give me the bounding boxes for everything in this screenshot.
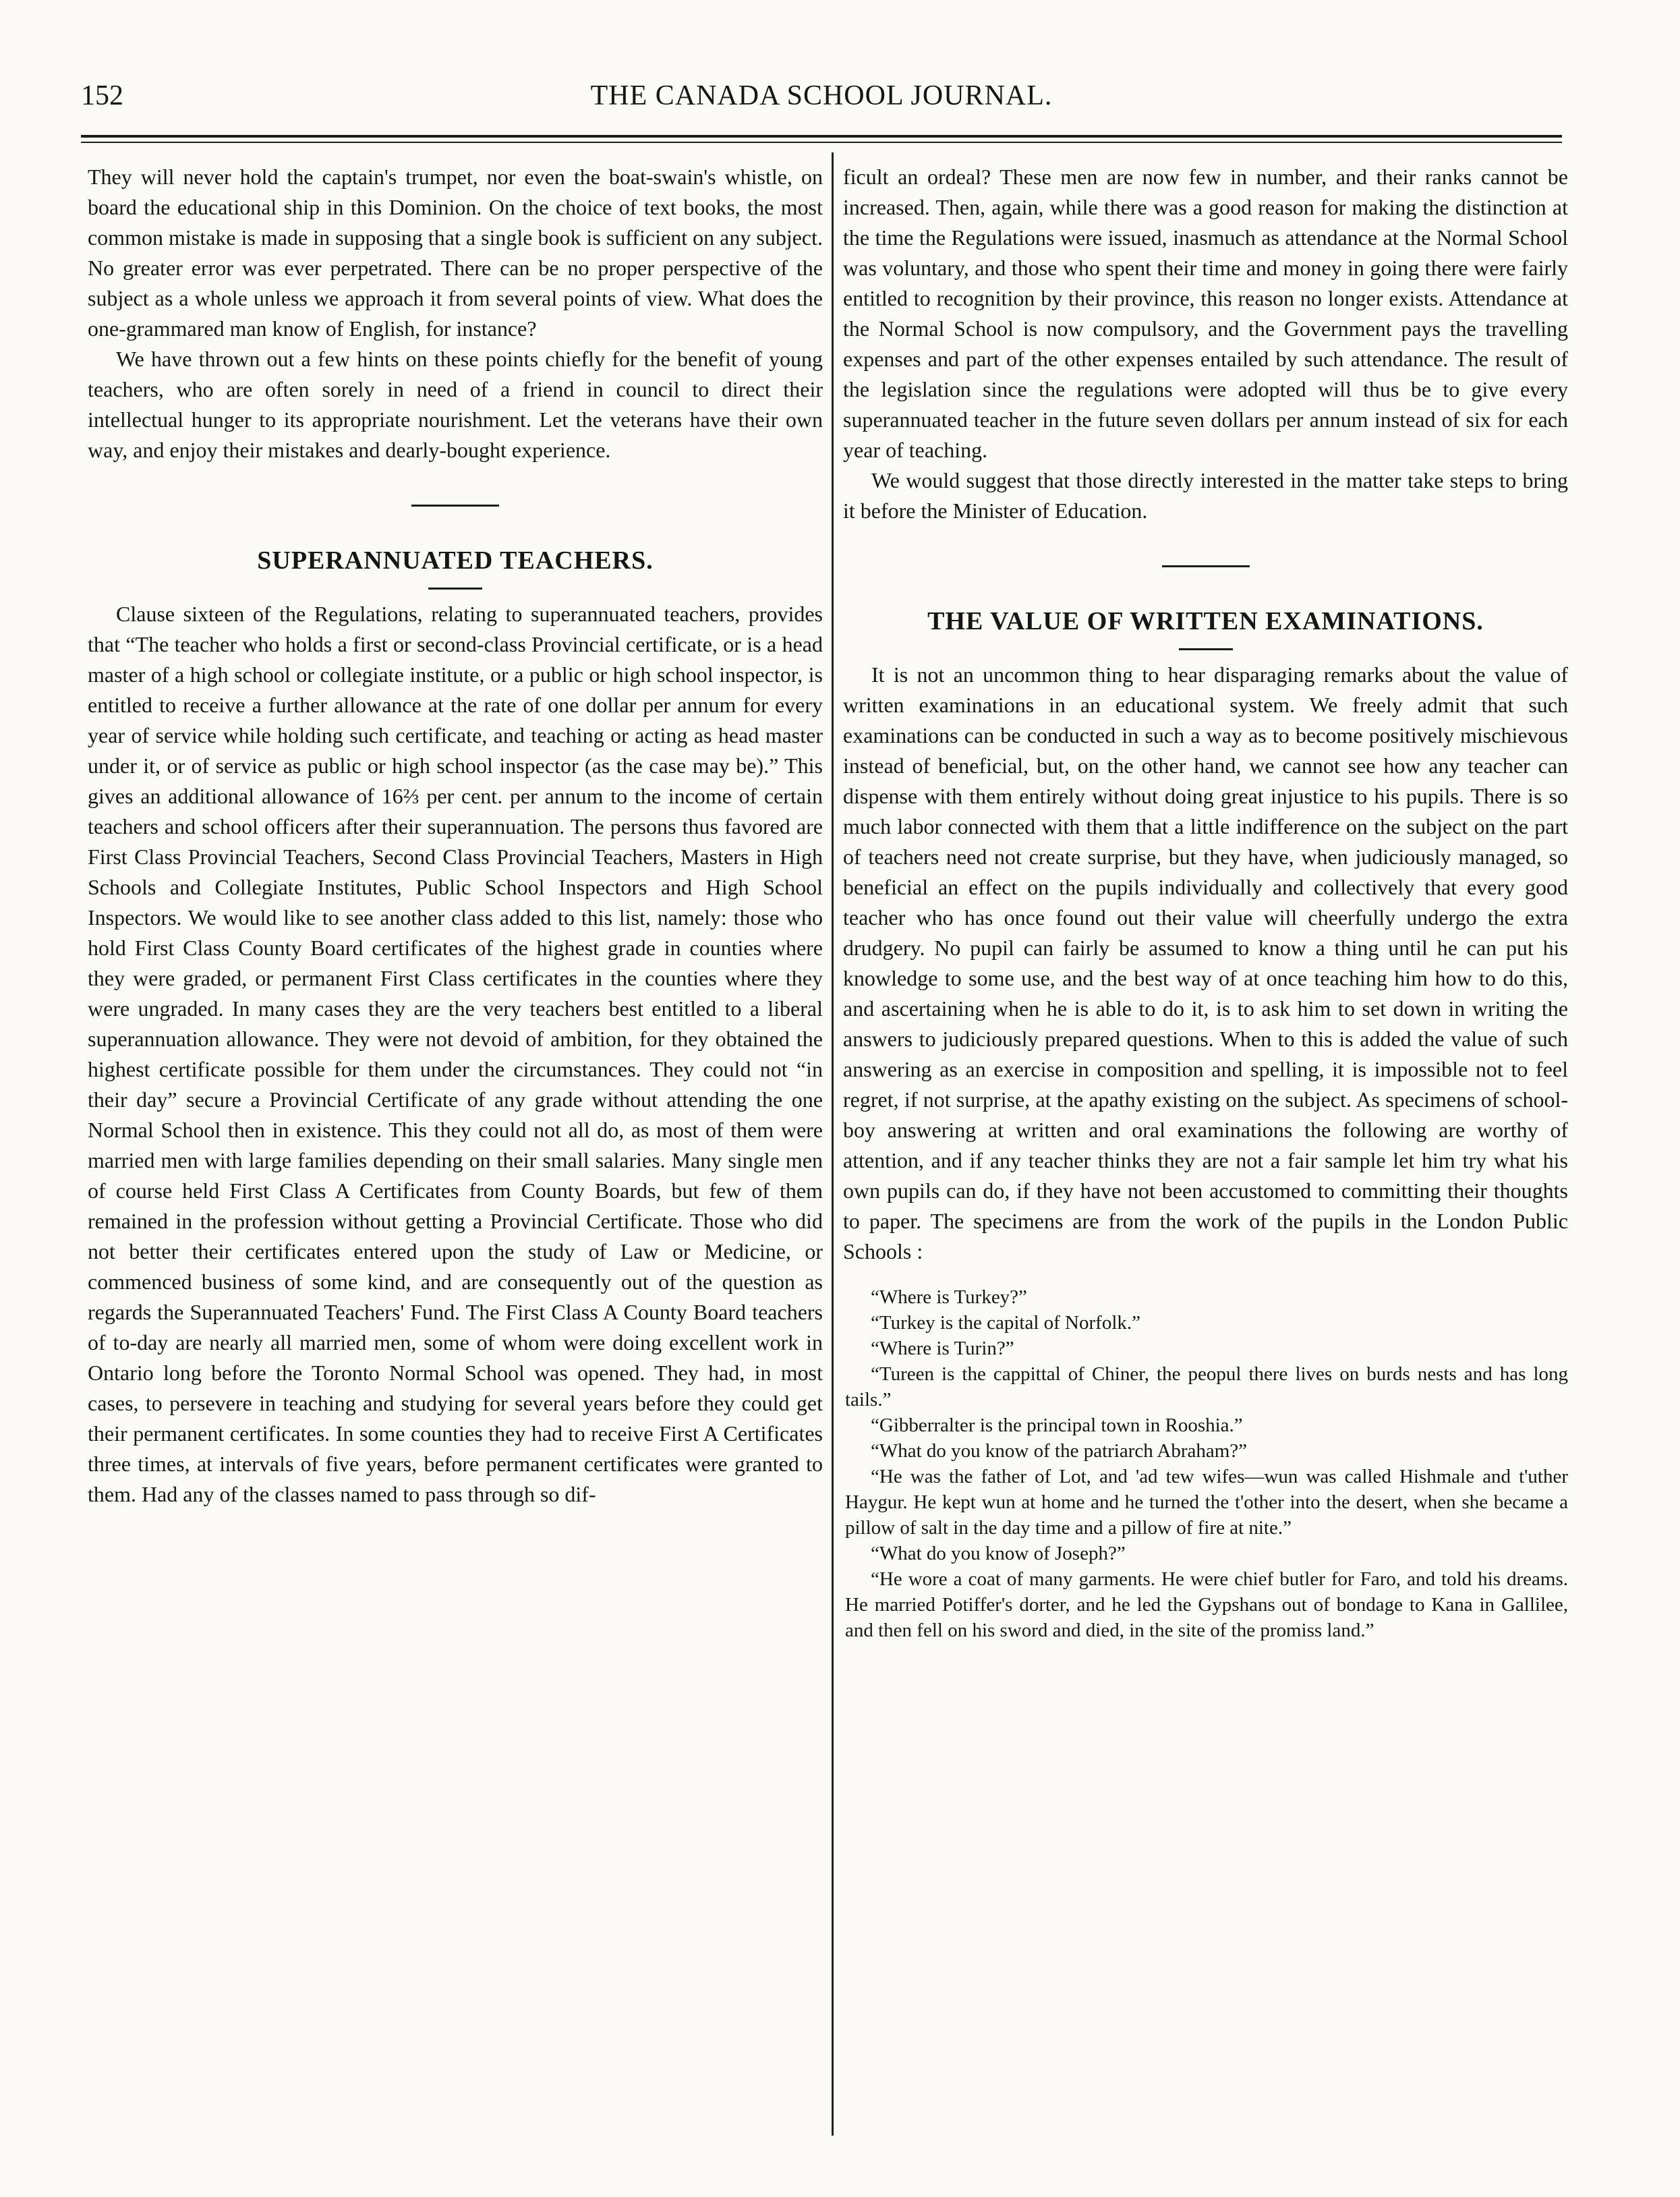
right-paragraph-2: We would suggest that those directly interested in the matter take steps to bring it before the Minister of Education. [843, 468, 1568, 523]
quote-line: “Turkey is the capital of Norfolk.” [871, 1312, 1140, 1334]
journal-title: THE CANADA SCHOOL JOURNAL. [590, 80, 1053, 111]
heading-rule [1179, 648, 1233, 650]
column-divider [832, 152, 834, 2136]
quote-line: “Gibberralter is the principal town in Rooshia.” [871, 1415, 1243, 1436]
quote-line: “He was the father of Lot, and 'ad tew wifes—wun was called Hishmale and t'uther Haygur. He kept wun at home and he turned the t'other into the desert, when she became a pillow of salt in the day time and a pillow of fire at nite.” [845, 1466, 1568, 1539]
heading-rule [428, 588, 482, 590]
quote-line: “Where is Turkey?” [871, 1286, 1027, 1308]
quote-line: “What do you know of the patriarch Abraham?” [871, 1440, 1248, 1462]
right-column [843, 162, 1568, 2159]
quote-line: “Tureen is the cappittal of Chiner, the peopul there lives on burds nests and has long tails.” [845, 1363, 1568, 1410]
quote-line: “Where is Turin?” [871, 1338, 1014, 1359]
page-number: 152 [81, 80, 123, 111]
left-paragraph-2: We have thrown out a few hints on these points chiefly for the benefit of young teachers, who are often sorely in need of a friend in council to direct their intellectual hunger to its appropriate nourishment. Let the veterans have their own way, and enjoy their mistakes and dearly-bought experience. [88, 347, 823, 462]
heading-written-examinations: THE VALUE OF WRITTEN EXAMINATIONS. [927, 607, 1484, 635]
right-paragraph-1: ficult an ordeal? These men are now few in number, and their ranks cannot be increased. Then, again, while there was a good reason for making the distinction at the time the Regulations were issued, inasmuch as attendance at the Normal School was voluntary, and those who spent their time and money in going there were fairly entitled to recognition by their province, this reason no longer exists. Attendance at the Normal School is now compulsory, and the Government pays the travelling expenses and part of the other expenses entailed by such attendance. The result of the legislation since the regulations were adopted will thus be to give every superannuated teacher in the future seven dollars per annum instead of six for each year of teaching. [843, 165, 1568, 462]
quote-line: “He wore a coat of many garments. He were chief butler for Faro, and told his dreams. He married Potiffer's dorter, and he led the Gypshans out of bondage to Kana in Gallilee, and then fell on his sword and died, in the site of the promiss land.” [845, 1568, 1568, 1641]
heading-superannuated-teachers: SUPERANNUATED TEACHERS. [257, 546, 654, 575]
left-paragraph-3: Clause sixteen of the Regulations, relating to superannuated teachers, provides that “The teacher who holds a first or second-class Provincial certificate, or is a head master of a high school or collegiate institute, or a public or high school inspector, is entitled to receive a further allowance at the rate of one dollar per annum for every year of service while holding such certificate, and teaching or acting as head master under it, or of service as public or high school inspector (as the case may be).” This gives an additional allowance of 16⅔ per cent. per annum to the income of certain teachers and school officers after their superannuation. The persons thus favored are First Class Provincial Teachers, Second Class Provincial Teachers, Masters in High Schools and Collegiate Institutes, Public School Inspectors and High School Inspectors. We would like to see another class added to this list, namely: those who hold First Class County Board certificates of the highest grade in counties where they were graded, or permanent First Class certificates in the counties where they were ungraded. In many cases they are the very teachers best entitled to a liberal superannuation allowance. They were not devoid of ambition, for they obtained the highest certificate possible for them under the circumstances. They could not “in their day” secure a Provincial Certificate of any grade without attending the one Normal School then in existence. This they could not all do, as most of them were married men with large families depending on their small salaries. Many single men of course held First Class A Certificates from County Boards, but few of them remained in the profession without getting a Provincial Certificate. Those who did not better their certificates entered upon the study of Law or Medicine, or commenced business of some kind, and are consequently out of the question as regards the Superannuated Teachers' Fund. The First Class A County Board teachers of to-day are nearly all married men, some of whom were doing excellent work in Ontario long before the Toronto Normal School was opened. They had, in most cases, to persevere in teaching and studying for several years before they could get their permanent certificates. In some counties they had to receive First A Certificates three times, at intervals of five years, before permanent certificates were granted to them. Had any of the classes named to pass through so dif- [88, 602, 823, 1506]
header-rule-thick [81, 135, 1562, 138]
right-paragraph-3: It is not an uncommon thing to hear disparaging remarks about the value of written examinations in an educational system. We freely admit that such examinations can be conducted in such a way as to become positively mischievous instead of beneficial, but, on the other hand, we cannot see how any teacher can dispense with them entirely without doing great injustice to his pupils. There is so much labor connected with them that a little indifference on the subject on the part of teachers need not create surprise, but they have, when judiciously managed, so beneficial an effect on the pupils individually and collectively that every good teacher who has once found out their value will cheerfully undergo the extra drudgery. No pupil can fairly be assumed to know a thing until he can put his knowledge to some use, and the best way of at once teaching him how to do this, and ascertaining when he is able to do it, is to ask him to set down in writing the answers to judiciously prepared questions. When to this is added the value of such answering as an exercise in composition and spelling, it is impossible not to feel regret, if not surprise, at the apathy existing on the subject. As specimens of school-boy answering at written and oral examinations the following are worthy of attention, and if any teacher thinks they are not a fair sample let him try what his own pupils can do, if they have not been accustomed to committing their thoughts to paper. The specimens are from the work of the pupils in the London Public Schools : [843, 662, 1568, 1263]
header-rule-thin [81, 142, 1562, 143]
left-paragraph-1: They will never hold the captain's trumpet, nor even the boat-swain's whistle, on board the educational ship in this Dominion. On the choice of text books, the most common mistake is made in supposing that a single book is sufficient on any subject. No greater error was ever perpetrated. There can be no proper perspective of the subject as a whole unless we approach it from several points of view. What does the one-grammared man know of English, for instance? [88, 165, 823, 341]
section-separator [411, 505, 499, 507]
left-column [88, 162, 823, 2159]
quote-line: “What do you know of Joseph?” [871, 1543, 1126, 1564]
section-separator [1162, 565, 1250, 567]
specimen-quotes [843, 1284, 1568, 1643]
page-header [81, 80, 1562, 127]
